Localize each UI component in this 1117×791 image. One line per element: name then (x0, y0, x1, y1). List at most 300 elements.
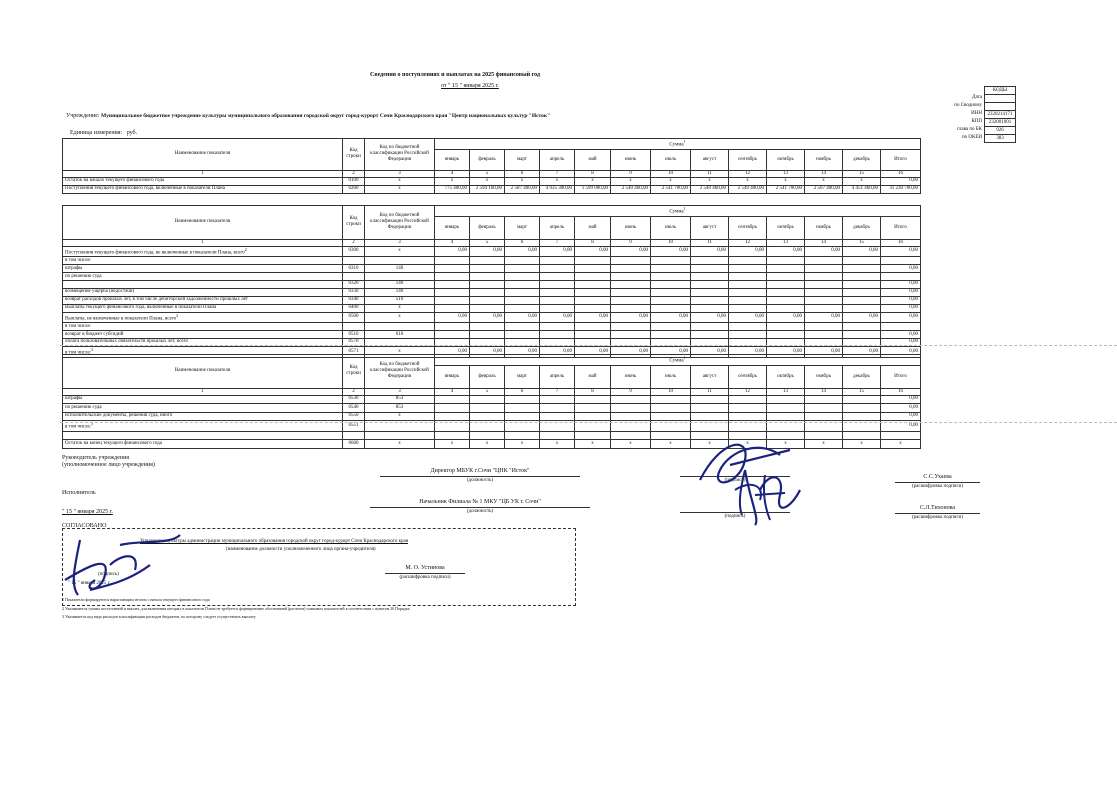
value-cell: 2 587 400,00 (505, 185, 540, 193)
value-cell (843, 431, 881, 440)
row-budget-class (365, 323, 435, 331)
table-row (63, 304, 921, 312)
code-value (985, 95, 1016, 103)
value-cell (767, 265, 805, 273)
value-cell: 0,00 (540, 246, 575, 257)
codes-header: КОДЫ (985, 87, 1016, 95)
value-cell (843, 296, 881, 304)
value-cell (805, 404, 843, 413)
value-cell (470, 265, 505, 273)
table-row (63, 296, 921, 304)
value-cell: 0,00 (435, 312, 470, 323)
value-cell (767, 304, 805, 312)
month-header: август (691, 149, 729, 170)
value-cell (470, 257, 505, 265)
value-cell: x (470, 177, 505, 185)
sum-label: Сумма (669, 142, 684, 148)
value-cell (505, 265, 540, 273)
value-cell: 2 541 700,00 (651, 185, 691, 193)
value-cell (767, 412, 805, 421)
value-cell: 0,00 (843, 346, 881, 357)
value-cell (505, 395, 540, 404)
table2-grid (62, 205, 921, 358)
value-cell (611, 304, 651, 312)
row-name: возврат в бюджет субсидий (65, 331, 124, 337)
value-cell (843, 304, 881, 312)
value-cell (611, 431, 651, 440)
column-number: 16 (881, 170, 921, 177)
agreed-org: Управление культуры администрации муниципального образования городской округ город-курорт Сочи Краснодарского края (140, 539, 409, 544)
executor-date: " 15 " января 2025 г. (62, 509, 113, 515)
month-header: май (575, 216, 611, 239)
value-cell: x (691, 177, 729, 185)
value-cell (575, 331, 611, 339)
value-cell (805, 273, 843, 281)
agreed-date: " 15 " января 2025 г. (68, 581, 111, 586)
value-cell: x (805, 440, 843, 449)
value-cell (540, 323, 575, 331)
value-cell: 0,00 (881, 338, 921, 346)
row-code: 0550 (343, 412, 365, 421)
value-cell (470, 331, 505, 339)
value-cell (691, 273, 729, 281)
value-cell: x (881, 440, 921, 449)
value-cell: x (470, 440, 505, 449)
scan-artifact (60, 422, 1117, 423)
value-cell: 2 541 700,00 (767, 185, 805, 193)
row-code: 0100 (343, 177, 365, 185)
institution-name: Муниципальное бюджетное учреждение культуры муниципального образования городской округ город-курорт Сочи Краснодарского края "Центр национальных культур "Исток" (101, 113, 551, 119)
value-cell (881, 273, 921, 281)
unit-line (70, 130, 137, 137)
table-row (63, 273, 921, 281)
document-title: Сведения о поступлениях и выплатах на 2025 финансовый год (370, 72, 541, 78)
value-cell: 0,00 (651, 312, 691, 323)
value-cell (470, 395, 505, 404)
value-cell: x (805, 177, 843, 185)
value-cell (805, 331, 843, 339)
codes-table (984, 86, 1016, 143)
value-cell: 0,00 (881, 346, 921, 357)
value-cell: 0,00 (505, 312, 540, 323)
row-code: 0530 (343, 395, 365, 404)
column-number: 7 (540, 239, 575, 246)
value-cell (691, 280, 729, 288)
value-cell (805, 265, 843, 273)
row-name-cell (63, 412, 343, 421)
value-cell: x (575, 177, 611, 185)
row-name: исполнительские документы, решения суда, иного (65, 413, 173, 419)
column-number: 8 (575, 239, 611, 246)
row-budget-class: 610 (365, 331, 435, 339)
value-cell (651, 331, 691, 339)
value-cell (843, 288, 881, 296)
value-cell: 0,00 (881, 265, 921, 273)
row-budget-class: x (365, 304, 435, 312)
name-caption: (расшифровка подписи) (911, 484, 964, 489)
value-cell (767, 288, 805, 296)
sum-label: Сумма (669, 209, 684, 215)
value-cell (470, 404, 505, 413)
column-number: 9 (611, 239, 651, 246)
value-cell (651, 296, 691, 304)
value-cell (729, 288, 767, 296)
indicator-header: Наименование показателя (63, 355, 343, 389)
row-code: 0500 (343, 312, 365, 323)
row-code: 0571 (343, 346, 365, 357)
signature-caption: (подпись) (724, 478, 746, 483)
row-code (343, 273, 365, 281)
footnote-ref: 1 (683, 139, 686, 144)
agreed-name-caption: (расшифровка подписи) (399, 575, 451, 580)
table-row (63, 177, 921, 185)
unit-label: Единица измерения: (70, 130, 123, 136)
line-code-header: Код строки (343, 355, 365, 389)
value-cell: 0,00 (881, 304, 921, 312)
code-value: 926 (985, 127, 1016, 135)
row-name-cell (63, 431, 343, 440)
value-cell: x (611, 440, 651, 449)
row-code: 0570 (343, 338, 365, 346)
value-cell (691, 296, 729, 304)
row-code: 0300 (343, 246, 365, 257)
month-header: июнь (611, 216, 651, 239)
month-header: февраль (470, 149, 505, 170)
value-cell (729, 323, 767, 331)
value-cell: 0,00 (805, 312, 843, 323)
table-row (63, 395, 921, 404)
value-cell (435, 257, 470, 265)
row-name-cell (63, 280, 343, 288)
value-cell (505, 304, 540, 312)
row-code: 0600 (343, 440, 365, 449)
row-name: по решению суда (65, 404, 102, 410)
code-value: 383 (985, 135, 1016, 143)
value-cell (575, 431, 611, 440)
month-header: март (505, 216, 540, 239)
value-cell (505, 257, 540, 265)
position-line (380, 476, 580, 477)
value-cell: 0,00 (881, 412, 921, 421)
value-cell (575, 395, 611, 404)
row-name: в том числе: (65, 350, 92, 356)
row-budget-class: 140 (365, 265, 435, 273)
value-cell (540, 280, 575, 288)
head-label: Руководитель учреждения (62, 455, 130, 461)
value-cell (575, 404, 611, 413)
value-cell: 0,00 (843, 312, 881, 323)
row-name-cell (63, 304, 343, 312)
institution-line (66, 113, 550, 120)
value-cell (691, 412, 729, 421)
value-cell (435, 395, 470, 404)
value-cell (435, 323, 470, 331)
row-name-cell (63, 257, 343, 265)
value-cell (729, 257, 767, 265)
value-cell: 0,00 (611, 312, 651, 323)
value-cell (540, 273, 575, 281)
column-number: 9 (611, 388, 651, 395)
row-name-cell (63, 185, 343, 193)
month-header: Итого (881, 216, 921, 239)
column-number: 9 (611, 170, 651, 177)
value-cell (843, 265, 881, 273)
value-cell: 0,00 (843, 246, 881, 257)
value-cell (843, 331, 881, 339)
column-number: 1 (63, 388, 343, 395)
value-cell (651, 404, 691, 413)
value-cell (611, 280, 651, 288)
row-budget-class: 140 (365, 280, 435, 288)
column-number: 4 (435, 170, 470, 177)
value-cell: 4 035 300,00 (540, 185, 575, 193)
agreed-label: СОГЛАСОВАНО (62, 523, 107, 529)
value-cell: 0,00 (470, 346, 505, 357)
value-cell: 0,00 (805, 346, 843, 357)
column-number: 2 (343, 239, 365, 246)
value-cell (651, 304, 691, 312)
value-cell (729, 273, 767, 281)
value-cell (767, 280, 805, 288)
column-number: 13 (767, 239, 805, 246)
institution-label: Учреждение: (66, 113, 100, 119)
value-cell (729, 412, 767, 421)
row-name-cell (63, 296, 343, 304)
value-cell (611, 265, 651, 273)
value-cell: 0,00 (540, 312, 575, 323)
value-cell: x (651, 440, 691, 449)
row-name-cell (63, 312, 343, 323)
value-cell (575, 412, 611, 421)
value-cell: 0,00 (435, 246, 470, 257)
row-code: 0340 (343, 296, 365, 304)
value-cell (611, 296, 651, 304)
value-cell (767, 404, 805, 413)
column-number: 8 (575, 170, 611, 177)
month-header: август (691, 216, 729, 239)
row-code: 0310 (343, 265, 365, 273)
table-row (63, 257, 921, 265)
value-cell (505, 288, 540, 296)
value-cell (435, 265, 470, 273)
table-row (63, 288, 921, 296)
column-number: 1 (63, 239, 343, 246)
value-cell (691, 257, 729, 265)
sum-header (435, 355, 921, 366)
value-cell: 0,00 (470, 312, 505, 323)
table1-grid (62, 138, 921, 194)
row-budget-class: x (365, 412, 435, 421)
row-name: штрафы (65, 265, 83, 271)
value-cell (575, 280, 611, 288)
month-header: май (575, 365, 611, 388)
value-cell (651, 395, 691, 404)
column-number: 6 (505, 388, 540, 395)
row-name-cell (63, 331, 343, 339)
month-header: январь (435, 216, 470, 239)
column-number: 15 (843, 239, 881, 246)
scan-artifact (60, 345, 1117, 346)
value-cell (881, 257, 921, 265)
value-cell: 0,00 (505, 246, 540, 257)
row-budget-class: 853 (365, 395, 435, 404)
value-cell: x (575, 440, 611, 449)
month-header: май (575, 149, 611, 170)
value-cell: 0,00 (881, 312, 921, 323)
value-cell (575, 257, 611, 265)
column-number: 4 (435, 239, 470, 246)
column-number: 8 (575, 388, 611, 395)
value-cell (505, 412, 540, 421)
value-cell (540, 412, 575, 421)
value-cell (805, 280, 843, 288)
value-cell (729, 280, 767, 288)
row-budget-class (365, 257, 435, 265)
agreed-name: М. О. Устинова (405, 565, 445, 571)
value-cell: 0,00 (435, 346, 470, 357)
value-cell: x (435, 177, 470, 185)
value-cell (540, 296, 575, 304)
name-line (385, 573, 465, 574)
value-cell: 0,00 (575, 246, 611, 257)
month-header: февраль (470, 365, 505, 388)
column-number: 11 (691, 239, 729, 246)
value-cell (729, 404, 767, 413)
row-name: Выплаты текущего финансового года, включенные в показатели Плана (65, 305, 217, 311)
value-cell: 0,00 (881, 404, 921, 413)
month-header: декабрь (843, 365, 881, 388)
row-name-cell (63, 395, 343, 404)
column-number: 6 (505, 239, 540, 246)
column-number: 10 (651, 170, 691, 177)
month-header: апрель (540, 149, 575, 170)
indicator-header: Наименование показателя (63, 139, 343, 171)
value-cell (540, 431, 575, 440)
code-label: глава по БК (957, 127, 982, 132)
value-cell: 0,00 (881, 246, 921, 257)
sum-header (435, 206, 921, 217)
row-name-cell (63, 323, 343, 331)
head-position: Директор МБУК г.Сочи "ЦНК "Исток" (430, 468, 530, 474)
value-cell: 0,00 (881, 280, 921, 288)
value-cell (805, 431, 843, 440)
month-header: октябрь (767, 365, 805, 388)
row-budget-class: x (365, 177, 435, 185)
column-number: 1 (63, 170, 343, 177)
row-code (343, 431, 365, 440)
value-cell (691, 331, 729, 339)
value-cell: 0,00 (505, 346, 540, 357)
value-cell (881, 431, 921, 440)
value-cell: 0,00 (881, 421, 921, 432)
value-cell: 0,00 (767, 346, 805, 357)
column-number: 14 (805, 170, 843, 177)
month-header: декабрь (843, 149, 881, 170)
value-cell: 0,00 (611, 246, 651, 257)
footnote-ref: 2 (244, 246, 247, 252)
month-header: июль (651, 216, 691, 239)
value-cell (505, 404, 540, 413)
row-name: Остаток на начало текущего финансового года (65, 178, 165, 184)
value-cell (505, 273, 540, 281)
row-name-cell (63, 265, 343, 273)
month-header: Итого (881, 149, 921, 170)
month-header: июнь (611, 365, 651, 388)
value-cell (505, 323, 540, 331)
executor-name: С.Л.Тихонова (919, 505, 956, 511)
row-name: в том числе: (65, 257, 92, 263)
column-number: 10 (651, 388, 691, 395)
row-name-cell (63, 440, 343, 449)
row-name: по решению суда (65, 273, 102, 279)
value-cell (611, 395, 651, 404)
document-date: от " 15 " января 2025 г. (441, 83, 499, 89)
value-cell: x (505, 440, 540, 449)
month-header: сентябрь (729, 216, 767, 239)
sum-label: Сумма (669, 358, 684, 364)
column-number: 12 (729, 239, 767, 246)
column-number: 3 (365, 388, 435, 395)
value-cell: 0,00 (881, 331, 921, 339)
value-cell (505, 331, 540, 339)
value-cell: 0,00 (805, 246, 843, 257)
value-cell: 2 540 460,00 (611, 185, 651, 193)
value-cell (691, 265, 729, 273)
value-cell (540, 257, 575, 265)
line-code-header: Код строки (343, 206, 365, 240)
code-label: ИНН (971, 111, 982, 116)
column-number: 4 (435, 388, 470, 395)
table-row (63, 312, 921, 323)
column-number: 10 (651, 239, 691, 246)
codes-labels (900, 86, 982, 142)
column-number: 3 (365, 170, 435, 177)
value-cell (729, 296, 767, 304)
month-header: ноябрь (805, 365, 843, 388)
column-number: 12 (729, 388, 767, 395)
month-header: апрель (540, 216, 575, 239)
value-cell (805, 257, 843, 265)
row-budget-class: 140 (365, 288, 435, 296)
value-cell (611, 323, 651, 331)
row-name-cell (63, 288, 343, 296)
value-cell (805, 304, 843, 312)
row-name: возмещение ущерба (недостачи) (65, 289, 135, 295)
value-cell (843, 412, 881, 421)
footnote-ref: 1 (683, 355, 686, 360)
table-row (63, 404, 921, 413)
row-code: 0400 (343, 304, 365, 312)
table-row (63, 323, 921, 331)
value-cell (505, 280, 540, 288)
footnote-ref: 3 (91, 346, 94, 352)
month-header: сентябрь (729, 365, 767, 388)
value-cell: x (611, 177, 651, 185)
agreed-handwritten-signature (60, 525, 190, 605)
value-cell (767, 296, 805, 304)
value-cell (843, 395, 881, 404)
value-cell (805, 412, 843, 421)
value-cell (805, 395, 843, 404)
month-header: июль (651, 149, 691, 170)
row-budget-class: x (365, 185, 435, 193)
value-cell (470, 273, 505, 281)
column-number: 7 (540, 388, 575, 395)
value-cell (575, 296, 611, 304)
row-budget-class: x (365, 246, 435, 257)
value-cell (691, 304, 729, 312)
value-cell (470, 288, 505, 296)
